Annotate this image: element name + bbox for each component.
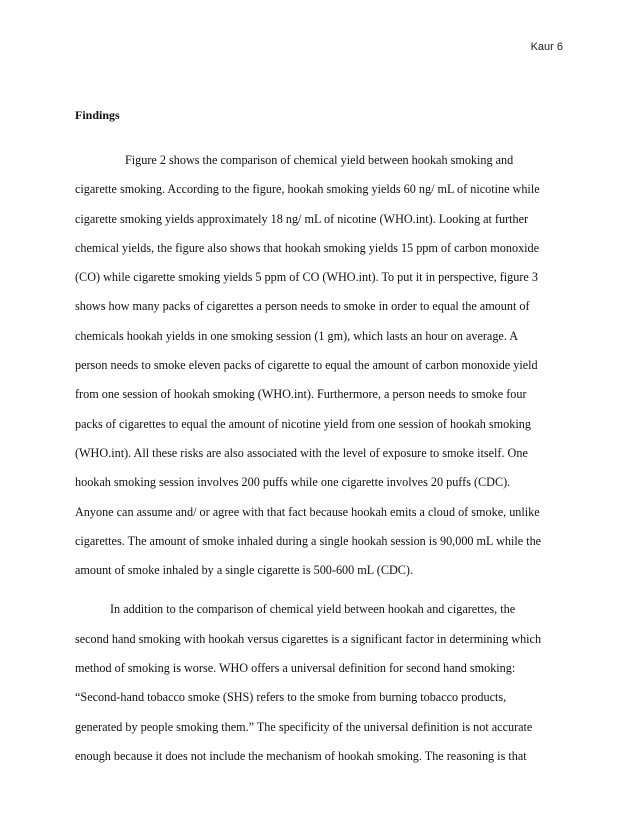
paragraph-line: amount of smoke inhaled by a single cigarette is 500-600 mL (CDC). (75, 563, 414, 578)
paragraph-line: chemicals hookah yields in one smoking session (1 gm), which lasts an hour on average. A (75, 328, 519, 343)
body-text (75, 146, 565, 771)
paragraph-line: person needs to smoke eleven packs of cigarette to equal the amount of carbon monoxide yield (75, 358, 538, 373)
paragraph-line: (WHO.int). All these risks are also associated with the level of exposure to smoke itself. One (75, 445, 528, 460)
paragraph-line: cigarette smoking. According to the figure, hookah smoking yields 60 ng/ mL of nicotine while (75, 182, 540, 197)
section-heading: Findings (75, 108, 120, 122)
paragraph-line: generated by people smoking them.” The specificity of the universal definition is not accurate (75, 719, 533, 734)
paragraph-line: cigarette smoking yields approximately 18 ng/ mL of nicotine (WHO.int). Looking at further (75, 211, 529, 226)
paragraph-line: Anyone can assume and/ or agree with that fact because hookah emits a cloud of smoke, unlike (75, 504, 540, 519)
paragraph-line: shows how many packs of cigarettes a person needs to smoke in order to equal the amount of (75, 299, 530, 314)
paragraph-line: cigarettes. The amount of smoke inhaled during a single hookah session is 90,000 mL while the (75, 533, 542, 548)
paragraph-line: In addition to the comparison of chemical yield between hookah and cigarettes, the (110, 602, 516, 617)
paragraph-line: (CO) while cigarette smoking yields 5 ppm of CO (WHO.int). To put it in perspective, figure 3 (75, 270, 538, 285)
paragraph-line: from one session of hookah smoking (WHO.int). Furthermore, a person needs to smoke four (75, 387, 527, 402)
paragraph-line: enough because it does not include the mechanism of hookah smoking. The reasoning is that (75, 748, 527, 763)
paragraph-line: packs of cigarettes to equal the amount of nicotine yield from one session of hookah smoking (75, 416, 531, 431)
running-head: Kaur 6 (530, 41, 563, 53)
paragraph-line: hookah smoking session involves 200 puffs while one cigarette involves 20 puffs (CDC). (75, 475, 511, 490)
paragraph-line: chemical yields, the figure also shows that hookah smoking yields 15 ppm of carbon monoxide (75, 240, 540, 255)
paragraph-line: “Second-hand tobacco smoke (SHS) refers to the smoke from burning tobacco products, (75, 690, 507, 705)
paragraph-spacer (75, 585, 565, 595)
paragraph-line: method of smoking is worse. WHO offers a universal definition for second hand smoking: (75, 661, 516, 676)
paragraph-line: Figure 2 shows the comparison of chemical yield between hookah smoking and (125, 153, 514, 167)
paragraph-line: second hand smoking with hookah versus cigarettes is a significant factor in determining which (75, 631, 542, 646)
